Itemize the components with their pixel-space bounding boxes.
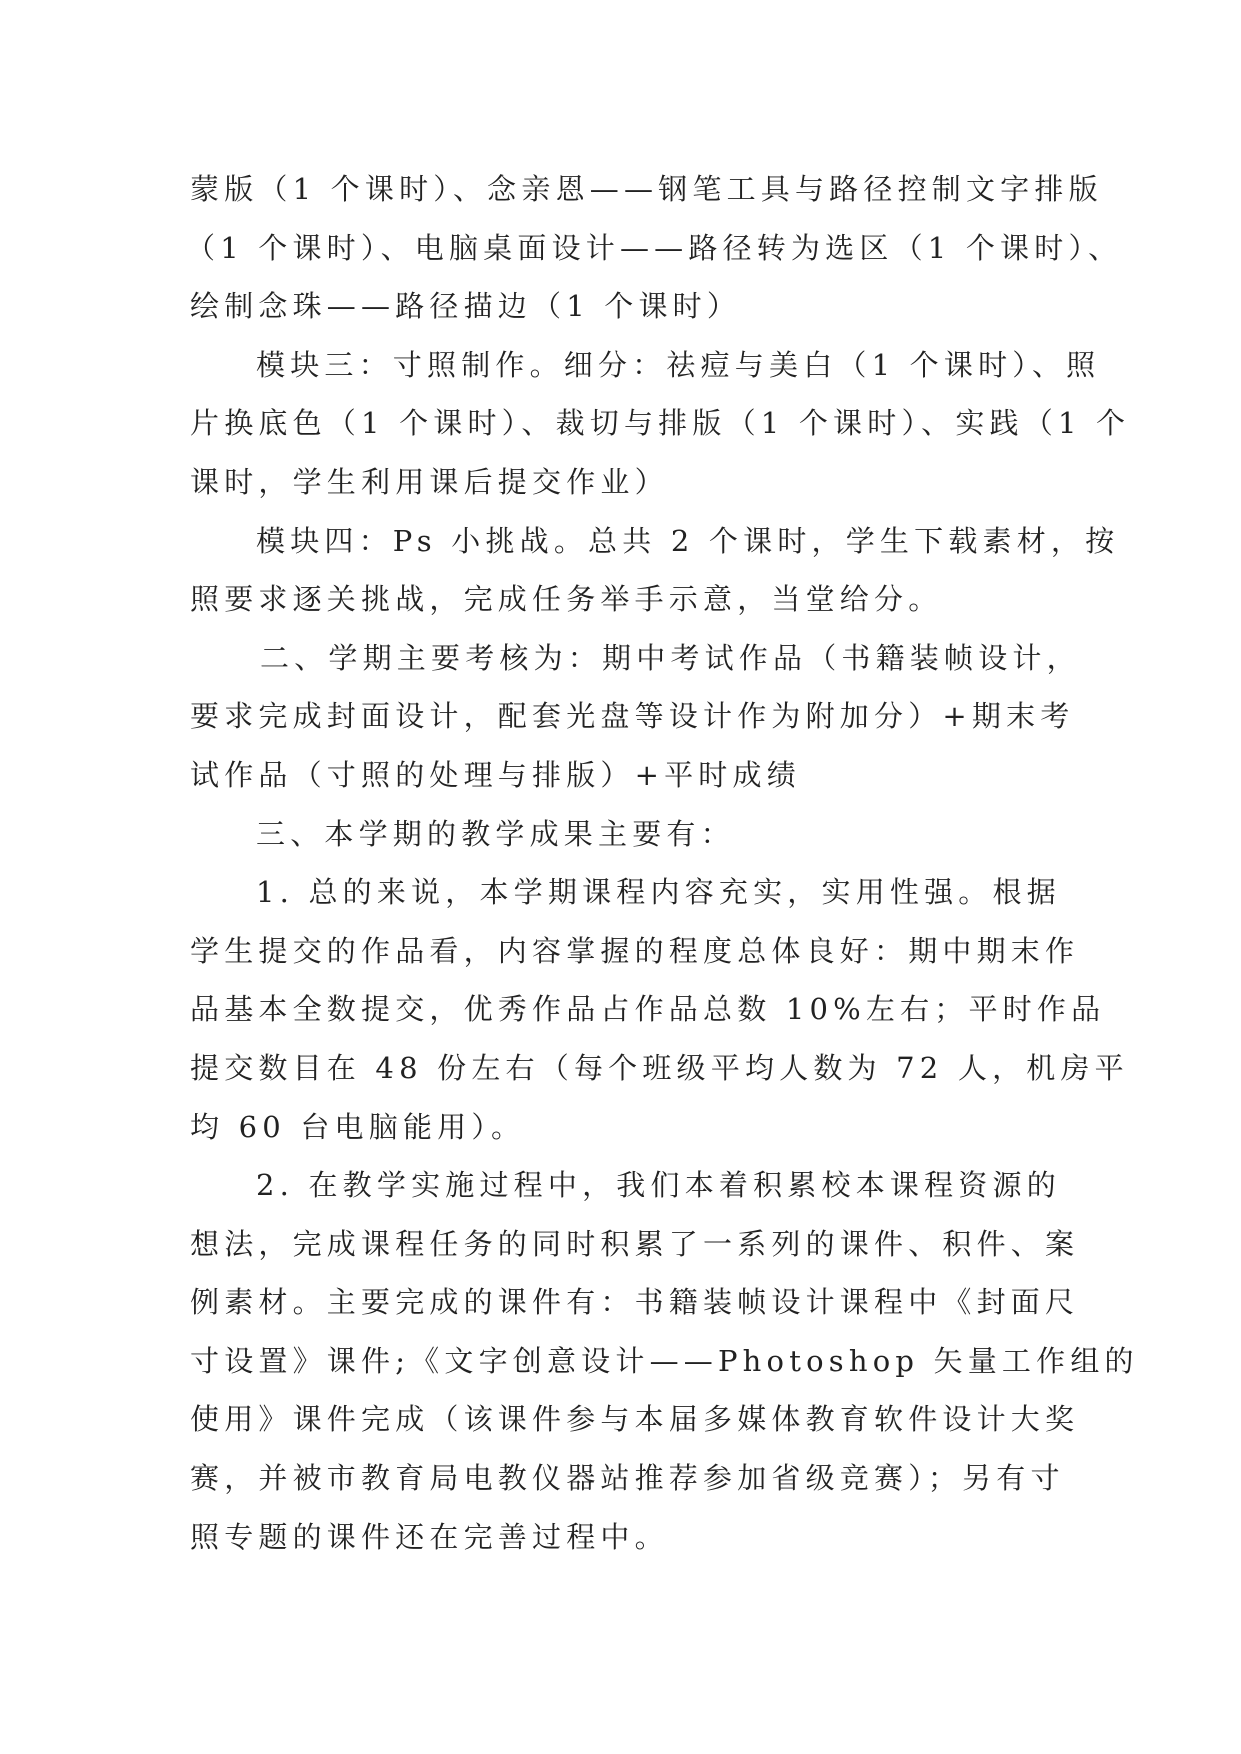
text-line: 赛，并被市教育局电教仪器站推荐参加省级竞赛）；另有寸	[190, 1461, 1065, 1496]
text-line: 例素材。主要完成的课件有：书籍装帧设计课程中《封面尺	[190, 1285, 1080, 1320]
text-line: 使用》课件完成（该课件参与本届多媒体教育软件设计大奖	[190, 1402, 1080, 1437]
text-line: 照专题的课件还在完善过程中。	[190, 1519, 669, 1554]
text-line: 二、学期主要考核为：期中考试作品（书籍装帧设计，	[260, 640, 1081, 675]
text-line: 绘制念珠——路径描边（1 个课时）	[190, 289, 742, 324]
text-line: 蒙版（1 个课时）、念亲恩——钢笔工具与路径控制文字排版	[190, 172, 1103, 206]
text-line: 模块三：寸照制作。细分：祛痘与美白（1 个课时）、照	[256, 347, 1101, 382]
text-line: 寸设置》课件;《文字创意设计——Photoshop 矢量工作组的	[190, 1343, 1139, 1378]
text-line: 模块四：Ps 小挑战。总共 2 个课时，学生下载素材，按	[256, 523, 1120, 558]
text-line: 品基本全数提交，优秀作品占作品总数 10%左右；平时作品	[190, 992, 1106, 1027]
text-line: 照要求逐关挑战，完成任务举手示意，当堂给分。	[190, 582, 943, 617]
text-line: （1 个课时）、电脑桌面设计——路径转为选区（1 个课时）、	[186, 230, 1123, 265]
text-line: 三、本学期的教学成果主要有：	[256, 816, 735, 851]
text-line: 2. 在教学实施过程中，我们本着积累校本课程资源的	[256, 1168, 1061, 1203]
text-line: 提交数目在 48 份左右（每个班级平均人数为 72 人，机房平	[190, 1050, 1129, 1085]
text-line: 要求完成封面设计，配套光盘等设计作为附加分）+期末考	[190, 699, 1075, 734]
text-line: 想法，完成课程任务的同时积累了一系列的课件、积件、案	[190, 1226, 1080, 1261]
text-line: 学生提交的作品看，内容掌握的程度总体良好：期中期末作	[190, 933, 1080, 968]
text-line: 均 60 台电脑能用）。	[190, 1109, 526, 1144]
text-line: 课时，学生利用课后提交作业）	[190, 464, 669, 499]
document-body	[186, 160, 1139, 1566]
text-line: 1. 总的来说，本学期课程内容充实，实用性强。根据	[256, 875, 1061, 910]
text-line: 片换底色（1 个课时）、裁切与排版（1 个课时）、实践（1 个	[190, 406, 1131, 441]
text-line: 试作品（寸照的处理与排版）+平时成绩	[190, 757, 801, 792]
